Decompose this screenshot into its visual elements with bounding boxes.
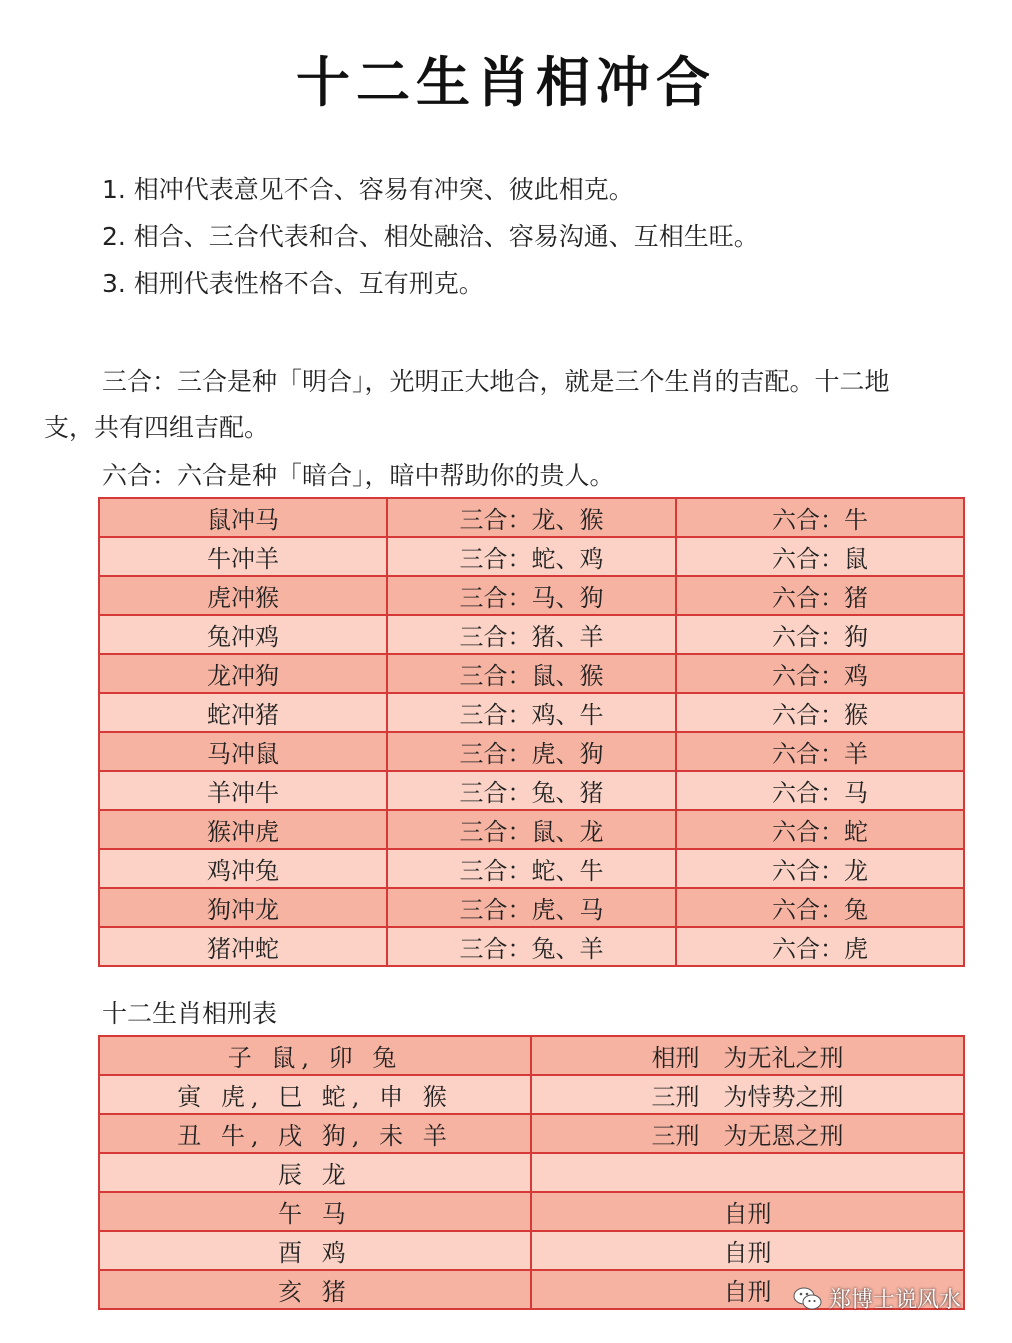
sanhe-cell: 三合：兔、羊: [387, 927, 676, 966]
sanhe-paragraph-line1: 三合：三合是种「明合」，光明正大地合，就是三个生肖的吉配。十二地: [102, 367, 890, 396]
table-row: [99, 732, 964, 771]
sanhe-cell: 三合：蛇、鸡: [387, 537, 676, 576]
liuhe-cell: 六合：羊: [676, 732, 964, 771]
sanhe-cell: 三合：马、狗: [387, 576, 676, 615]
sanhe-cell: 三合：虎、马: [387, 888, 676, 927]
liuhe-paragraph: 六合：六合是种「暗合」，暗中帮助你的贵人。: [102, 461, 615, 490]
liuhe-cell: 六合：蛇: [676, 810, 964, 849]
clash-cell: 龙冲狗: [99, 654, 387, 693]
liuhe-cell: 六合：牛: [676, 498, 964, 537]
liuhe-cell: 六合：虎: [676, 927, 964, 966]
punishment-cell: 自刑: [531, 1270, 964, 1309]
sanhe-cell: 三合：鼠、猴: [387, 654, 676, 693]
clash-cell: 虎冲猴: [99, 576, 387, 615]
zodiac-cell: 丑 牛, 戌 狗, 未 羊: [99, 1114, 531, 1153]
clash-cell: 猴冲虎: [99, 810, 387, 849]
table-row: [99, 537, 964, 576]
punishment-cell: [531, 1153, 964, 1192]
clash-cell: 马冲鼠: [99, 732, 387, 771]
table-row: [99, 927, 964, 966]
table-row: [99, 1231, 964, 1270]
punishment-cell: 自刑: [531, 1192, 964, 1231]
table-row: [99, 771, 964, 810]
punishment-cell: 三刑 为无恩之刑: [531, 1114, 964, 1153]
punishment-cell: 相刑 为无礼之刑: [531, 1036, 964, 1075]
page-title: 十二生肖相冲合: [296, 51, 716, 114]
table-row: [99, 1192, 964, 1231]
table-row: [99, 498, 964, 537]
sanhe-cell: 三合：龙、猴: [387, 498, 676, 537]
table-row: [99, 1075, 964, 1114]
liuhe-cell: 六合：猴: [676, 693, 964, 732]
table-row: [99, 1114, 964, 1153]
clash-cell: 猪冲蛇: [99, 927, 387, 966]
table-row: [99, 576, 964, 615]
sanhe-cell: 三合：鸡、牛: [387, 693, 676, 732]
clash-cell: 羊冲牛: [99, 771, 387, 810]
liuhe-cell: 六合：兔: [676, 888, 964, 927]
clash-cell: 蛇冲猪: [99, 693, 387, 732]
sanhe-paragraph-line2: 支，共有四组吉配。: [44, 413, 270, 442]
note-2: 2. 相合、三合代表和合、相处融洽、容易沟通、互相生旺。: [102, 222, 759, 251]
table-row: [99, 693, 964, 732]
zodiac-cell: 寅 虎, 巳 蛇, 申 猴: [99, 1075, 531, 1114]
zodiac-cell: 亥 猪: [99, 1270, 531, 1309]
clash-cell: 鼠冲马: [99, 498, 387, 537]
note-3: 3. 相刑代表性格不合、互有刑克。: [102, 269, 484, 298]
sanhe-cell: 三合：蛇、牛: [387, 849, 676, 888]
table-row: [99, 615, 964, 654]
table-row: [99, 888, 964, 927]
watermark: [793, 1283, 961, 1314]
table-row: [99, 1153, 964, 1192]
watermark-text: 郑博士说风水: [829, 1288, 962, 1313]
liuhe-cell: 六合：龙: [676, 849, 964, 888]
zodiac-cell: 子 鼠, 卯 兔: [99, 1036, 531, 1075]
clash-cell: 狗冲龙: [99, 888, 387, 927]
sanhe-cell: 三合：猪、羊: [387, 615, 676, 654]
table-row: [99, 1036, 964, 1075]
sanhe-cell: 三合：兔、猪: [387, 771, 676, 810]
punishment-cell: 三刑 为恃势之刑: [531, 1075, 964, 1114]
liuhe-cell: 六合：鸡: [676, 654, 964, 693]
table-row: [99, 810, 964, 849]
clash-cell: 牛冲羊: [99, 537, 387, 576]
sanhe-cell: 三合：虎、狗: [387, 732, 676, 771]
note-1: 1. 相冲代表意见不合、容易有冲突、彼此相克。: [102, 175, 634, 204]
sanhe-cell: 三合：鼠、龙: [387, 810, 676, 849]
zodiac-cell: 午 马: [99, 1192, 531, 1231]
wechat-icon: [793, 1286, 823, 1312]
table-row: [99, 654, 964, 693]
liuhe-cell: 六合：马: [676, 771, 964, 810]
table-row: [99, 849, 964, 888]
liuhe-cell: 六合：狗: [676, 615, 964, 654]
liuhe-cell: 六合：猪: [676, 576, 964, 615]
clash-combination-table: [98, 497, 965, 967]
clash-cell: 鸡冲兔: [99, 849, 387, 888]
zodiac-cell: 酉 鸡: [99, 1231, 531, 1270]
liuhe-cell: 六合：鼠: [676, 537, 964, 576]
zodiac-cell: 辰 龙: [99, 1153, 531, 1192]
punishment-table: [98, 1035, 965, 1310]
punishment-cell: 自刑: [531, 1231, 964, 1270]
punishment-table-heading: 十二生肖相刑表: [102, 999, 278, 1028]
clash-cell: 兔冲鸡: [99, 615, 387, 654]
